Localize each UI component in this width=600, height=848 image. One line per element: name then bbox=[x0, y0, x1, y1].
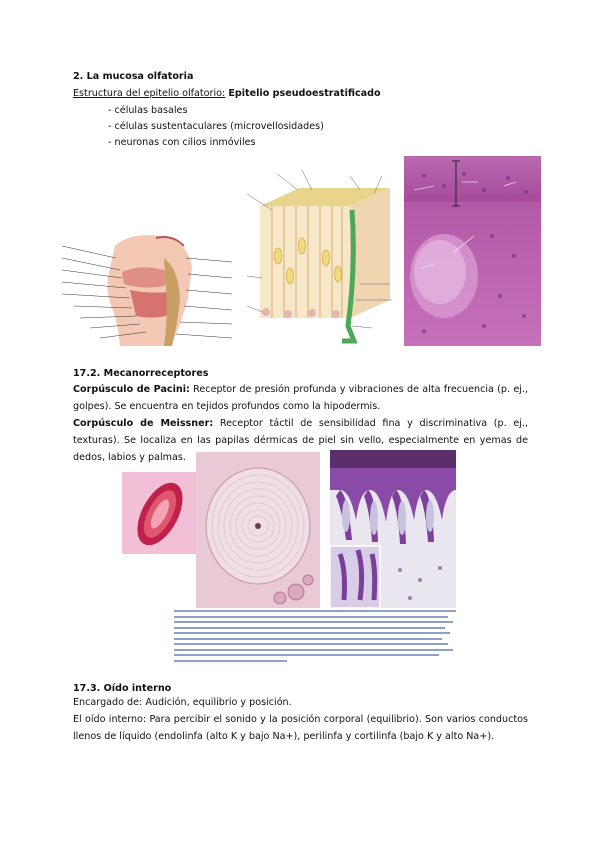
pacini-text: Receptor de presión profunda y vibraciones de alta frecuencia (p. ej., golpes). Se encuentra en tejidos profundos como la hipodermis. bbox=[73, 384, 528, 412]
pacini-paragraph bbox=[73, 381, 528, 415]
ear-line-1: Encargado de: Audición, equilibrio y posición. bbox=[73, 697, 292, 708]
olfactory-epithelium-illustration bbox=[242, 166, 402, 346]
structure-value: Epitelio pseudoestratificado bbox=[228, 88, 381, 99]
heading-mechanoreceptors: 17.2. Mecanorreceptores bbox=[73, 368, 209, 379]
head-sagittal-illustration bbox=[60, 228, 235, 346]
bullet-neurons: - neuronas con cilios inmóviles bbox=[108, 137, 256, 148]
olfactory-histology-micrograph bbox=[404, 156, 541, 346]
structure-line bbox=[73, 88, 381, 100]
figure-caption bbox=[174, 610, 456, 665]
heading-olfactory: 2. La mucosa olfatoria bbox=[73, 71, 194, 82]
heading-inner-ear: 17.3. Oído interno bbox=[73, 683, 172, 694]
pacini-term: Corpúsculo de Pacini: bbox=[73, 384, 190, 395]
ear-line-2: El oído interno: Para percibir el sonido y la posición corporal (equilibrio). Son varios conductos llenos de líquido (endolinfa (alto K y bajo Na+), perilinfa y cortilinfa (bajo K y alto Na+). bbox=[73, 714, 528, 742]
structure-label: Estructura del epitelio olfatorio: bbox=[73, 88, 226, 99]
meissner-text: Receptor táctil de sensibilidad fina y discriminativa (p. ej., texturas). Se localiza en las papilas dérmicas de piel sin vello, especialmente en yemas de dedos, labios y palmas. bbox=[73, 418, 529, 463]
pacinian-histology-micrograph bbox=[196, 452, 320, 608]
pacinian-corpuscle-photo bbox=[122, 472, 196, 554]
meissner-histology-micrograph bbox=[330, 450, 456, 608]
bullet-basal: - células basales bbox=[108, 105, 188, 116]
meissner-term: Corpúsculo de Meissner: bbox=[73, 418, 214, 429]
bullet-sustentacular: - células sustentaculares (microvellosidades) bbox=[108, 121, 324, 132]
